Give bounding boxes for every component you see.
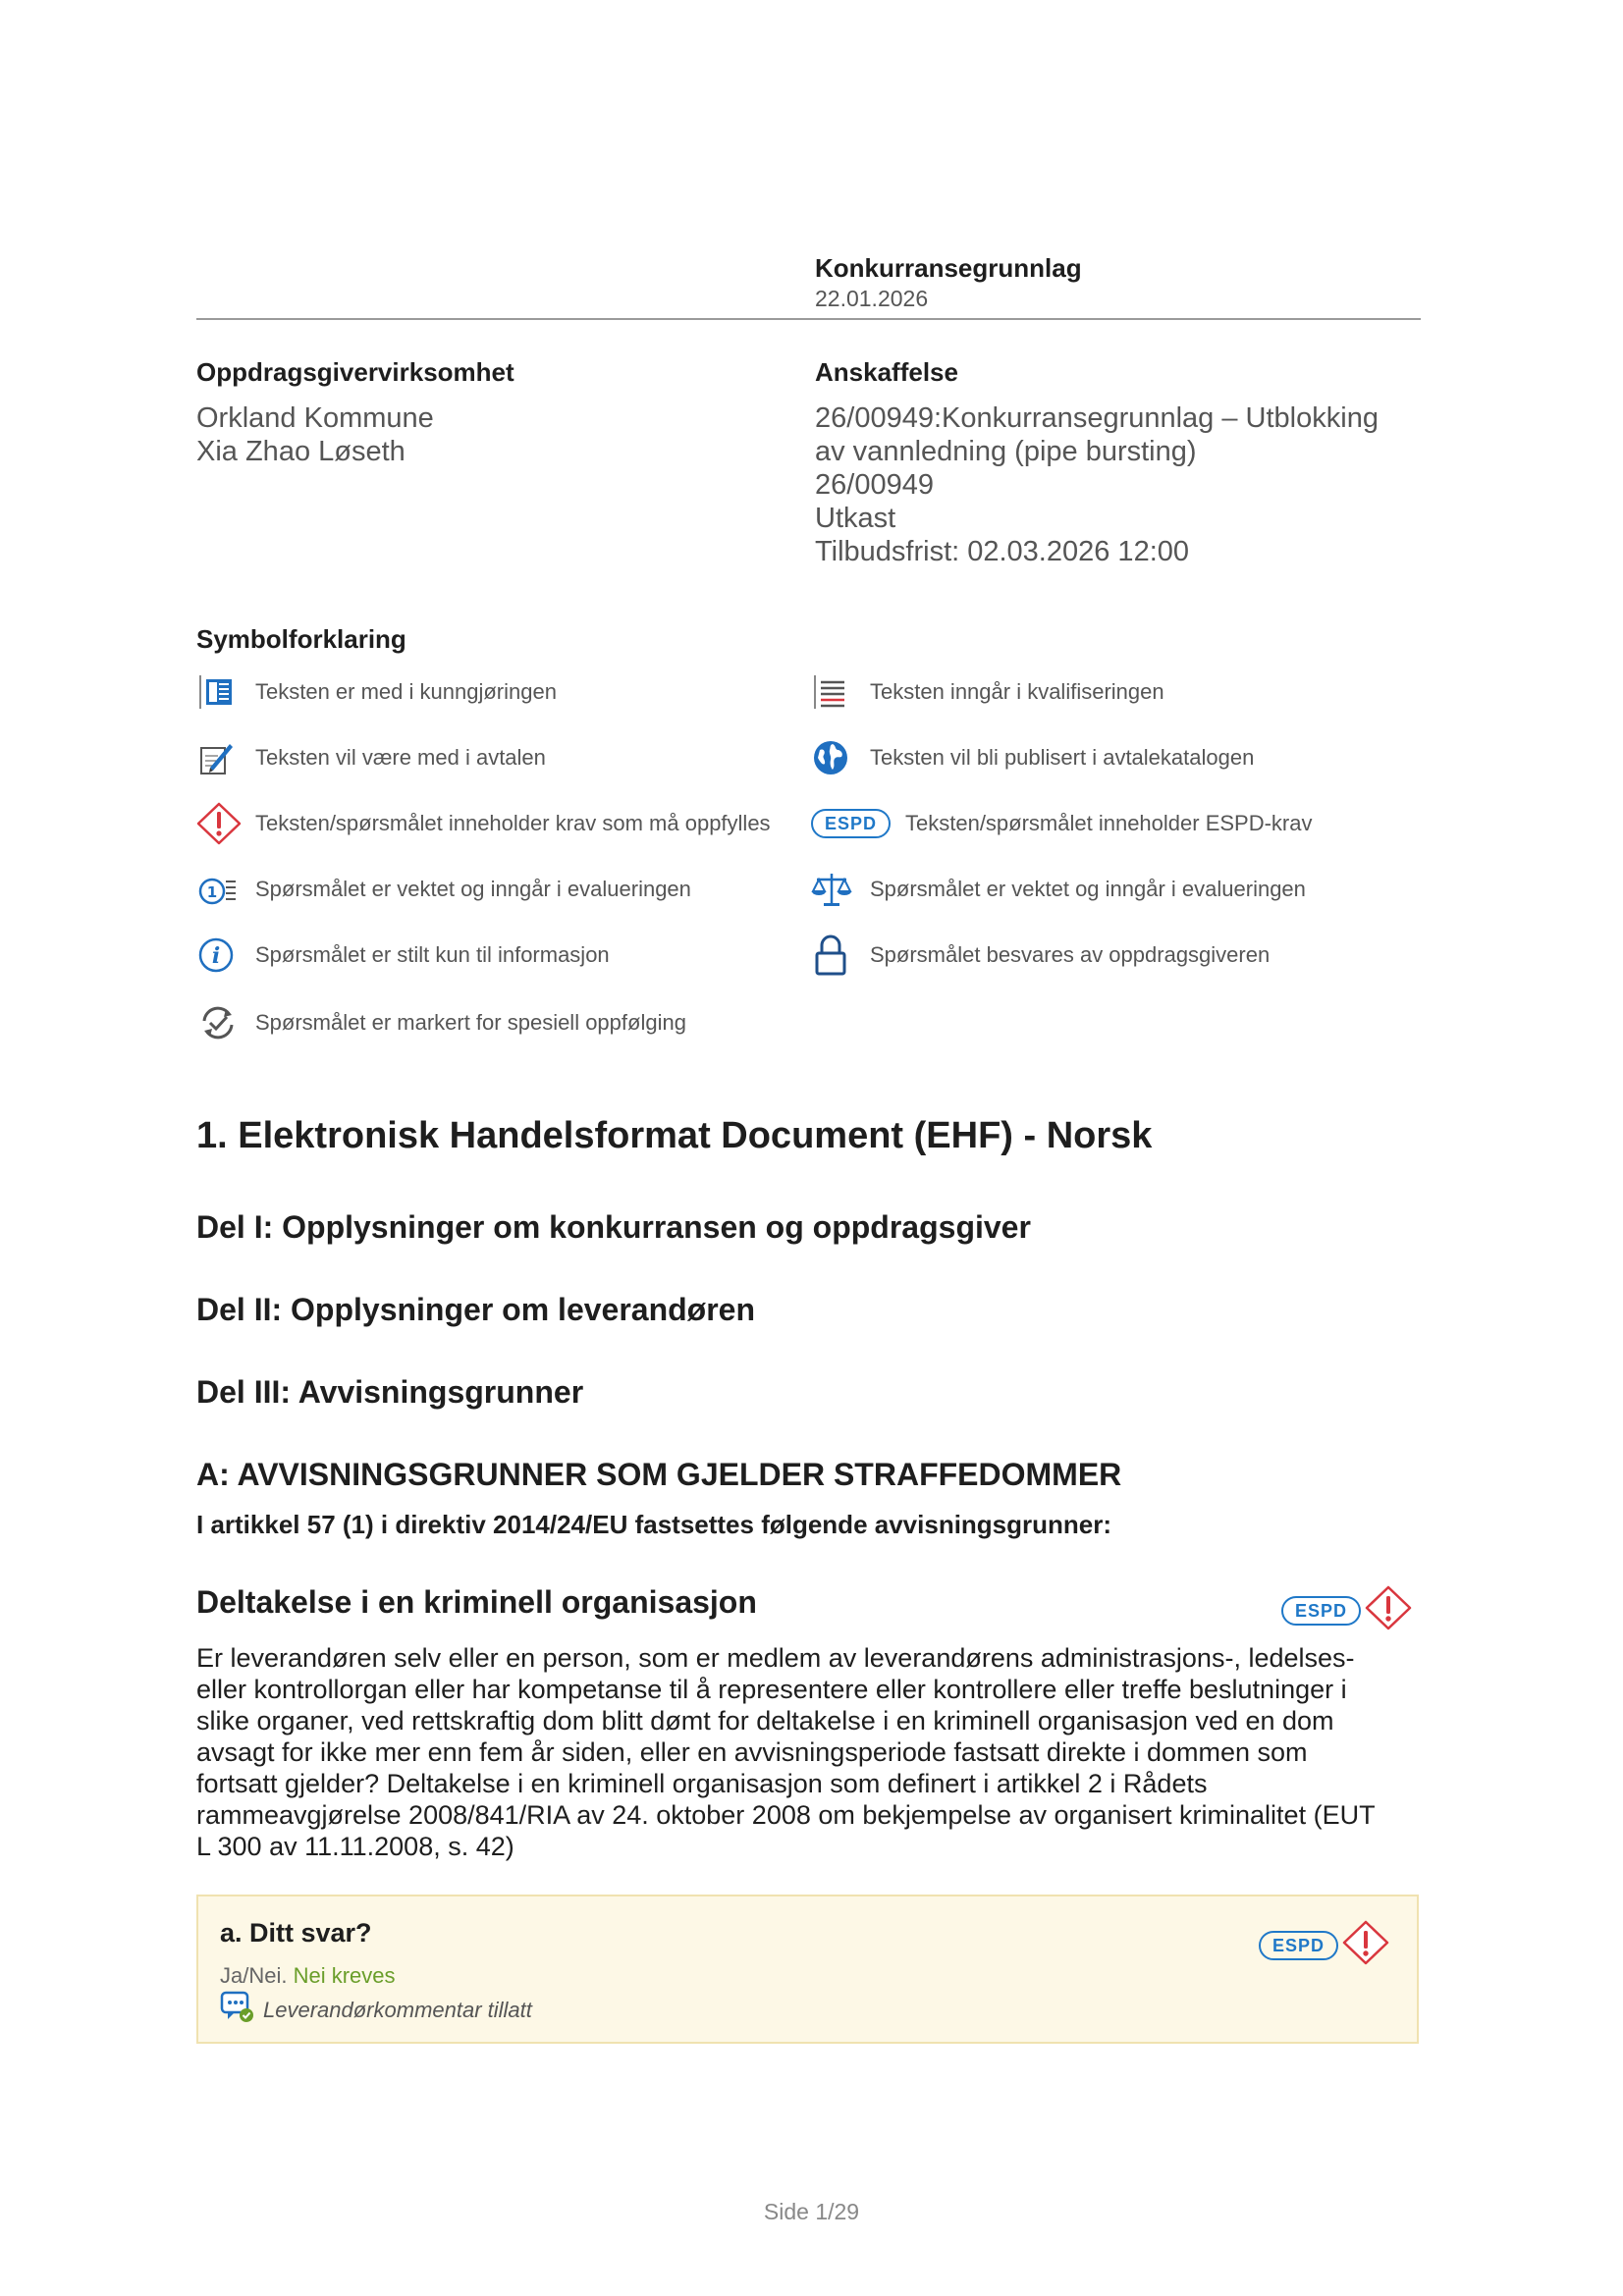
legend-item-announcement — [196, 670, 557, 714]
contract-edit-icon — [196, 736, 242, 779]
legend-item-label: Teksten/spørsmålet inneholder ESPD-krav — [905, 811, 1313, 835]
question-body-line: L 300 av 11.11.2008, s. 42) — [196, 1832, 514, 1861]
espd-badge-icon — [811, 802, 897, 845]
subsection-a-note: I artikkel 57 (1) i direktiv 2014/24/EU fastsettes følgende avvisningsgrunner: — [196, 1510, 1112, 1539]
section-title: 1. Elektronisk Handelsformat Document (EHF) - Norsk — [196, 1115, 1153, 1156]
legend-item-scale — [811, 868, 1306, 911]
legend-item-label: Teksten vil være med i avtalen — [255, 745, 546, 770]
lock-icon — [811, 934, 856, 977]
legend-item-requirement — [196, 802, 771, 845]
procurement-status: Utkast — [815, 503, 896, 534]
espd-badge: ESPD — [1281, 1596, 1361, 1626]
warning-diamond-icon — [1342, 1920, 1389, 1970]
comment-check-icon — [220, 1991, 255, 2030]
legend-item-info — [196, 934, 610, 977]
answer-type — [220, 1963, 396, 1989]
procurement-heading: Anskaffelse — [815, 357, 958, 387]
part-2-heading: Del II: Opplysninger om leverandøren — [196, 1292, 756, 1327]
legend-item-label: Teksten inngår i kvalifiseringen — [870, 679, 1164, 704]
legend-title: Symbolforklaring — [196, 624, 406, 654]
answer-title: a. Ditt svar? — [220, 1918, 372, 1948]
answer-required-value: Nei kreves — [293, 1963, 396, 1988]
client-block — [196, 357, 746, 468]
announcement-icon — [196, 670, 242, 714]
part-3-heading: Del III: Avvisningsgrunner — [196, 1374, 584, 1410]
legend-item-weighted — [196, 868, 691, 911]
procurement-title-line-2: av vannledning (pipe bursting) — [815, 436, 1197, 467]
question-body-line: rammeavgjørelse 2008/841/RIA av 24. oktober 2008 om bekjempelse av organisert kriminalitet (EUT — [196, 1800, 1376, 1830]
question-body-line: fortsatt gjelder? Deltakelse i en kriminell organisasjon som definert i artikkel 2 i Rådets — [196, 1769, 1208, 1798]
legend-item-label: Teksten er med i kunngjøringen — [255, 679, 557, 704]
procurement-block — [815, 357, 1424, 568]
legend-item-espd — [811, 802, 1313, 845]
document-type: Konkurransegrunnlag — [815, 253, 1082, 283]
legend-item-followup — [196, 1001, 686, 1044]
client-name: Orkland Kommune — [196, 402, 434, 434]
question-body-line: avsagt for ikke mer enn fem år siden, eller en avvisningsperiode fastsatt direkte i dommen som — [196, 1737, 1308, 1767]
document-date: 22.01.2026 — [815, 286, 929, 311]
legend-item-label: Spørsmålet er vektet og inngår i evalueringen — [870, 877, 1306, 901]
legend-item-label: Teksten vil bli publisert i avtalekatalogen — [870, 745, 1255, 770]
question-body-line: Er leverandøren selv eller en person, som er medlem av leverandørens administrasjons-, ledelses- — [196, 1643, 1355, 1673]
answer-box[interactable] — [196, 1895, 1419, 2044]
question-badges — [1281, 1585, 1412, 1635]
subsection-a-heading: A: AVVISNINGSGRUNNER SOM GJELDER STRAFFEDOMMER — [196, 1457, 1122, 1492]
legend-item-lock — [811, 934, 1270, 977]
espd-badge: ESPD — [1259, 1931, 1338, 1960]
warning-diamond-icon — [1365, 1585, 1412, 1635]
espd-badge-label: ESPD — [811, 809, 891, 838]
supplier-comment-label: Leverandørkommentar tillatt — [263, 1998, 532, 2022]
supplier-comment-allowed — [220, 1991, 532, 2030]
question-title: Deltakelse i en kriminell organisasjon — [196, 1584, 757, 1620]
question-body-line: eller kontrollorgan eller har kompetanse til å representere eller kontrollere eller treffe beslutninger i — [196, 1675, 1347, 1704]
info-icon — [196, 934, 242, 977]
legend-item-label: Teksten/spørsmålet inneholder krav som må oppfylles — [255, 811, 771, 835]
client-contact: Xia Zhao Løseth — [196, 436, 406, 467]
client-heading: Oppdragsgivervirksomhet — [196, 357, 514, 387]
legend-item-label: Spørsmålet besvares av oppdragsgiveren — [870, 942, 1271, 967]
question-body-line: slike organer, ved rettskraftig dom blitt dømt for deltakelse i en kriminell organisasjon ved en dom — [196, 1706, 1334, 1735]
qualification-list-icon — [811, 670, 856, 714]
page-number: Side 1/29 — [763, 2199, 860, 2224]
procurement-reference: 26/00949 — [815, 469, 934, 501]
legend-item-label: Spørsmålet er stilt kun til informasjon — [255, 942, 610, 967]
part-1-heading: Del I: Opplysninger om konkurransen og oppdragsgiver — [196, 1209, 1031, 1245]
legend-item-label: Spørsmålet er markert for spesiell oppfølging — [255, 1010, 686, 1035]
legend-item-label: Spørsmålet er vektet og inngår i evalueringen — [255, 877, 691, 901]
warning-diamond-icon — [196, 802, 242, 845]
answer-badges — [1259, 1920, 1389, 1970]
svg-text:i: i — [211, 943, 221, 969]
scale-icon — [811, 868, 856, 911]
refresh-check-icon — [196, 1001, 242, 1044]
legend-item-qualification — [811, 670, 1164, 714]
legend-item-catalog — [811, 736, 1254, 779]
globe-icon — [811, 736, 856, 779]
weighted-list-icon — [196, 868, 242, 911]
legend-item-contract — [196, 736, 546, 779]
procurement-deadline: Tilbudsfrist: 02.03.2026 12:00 — [815, 536, 1190, 567]
procurement-title-line-1: 26/00949:Konkurransegrunnlag – Utblokking — [815, 402, 1379, 434]
question-body — [196, 1642, 1424, 1862]
svg-text:1: 1 — [206, 883, 218, 901]
header-divider — [196, 318, 1421, 320]
answer-type-label: Ja/Nei. — [220, 1963, 288, 1988]
